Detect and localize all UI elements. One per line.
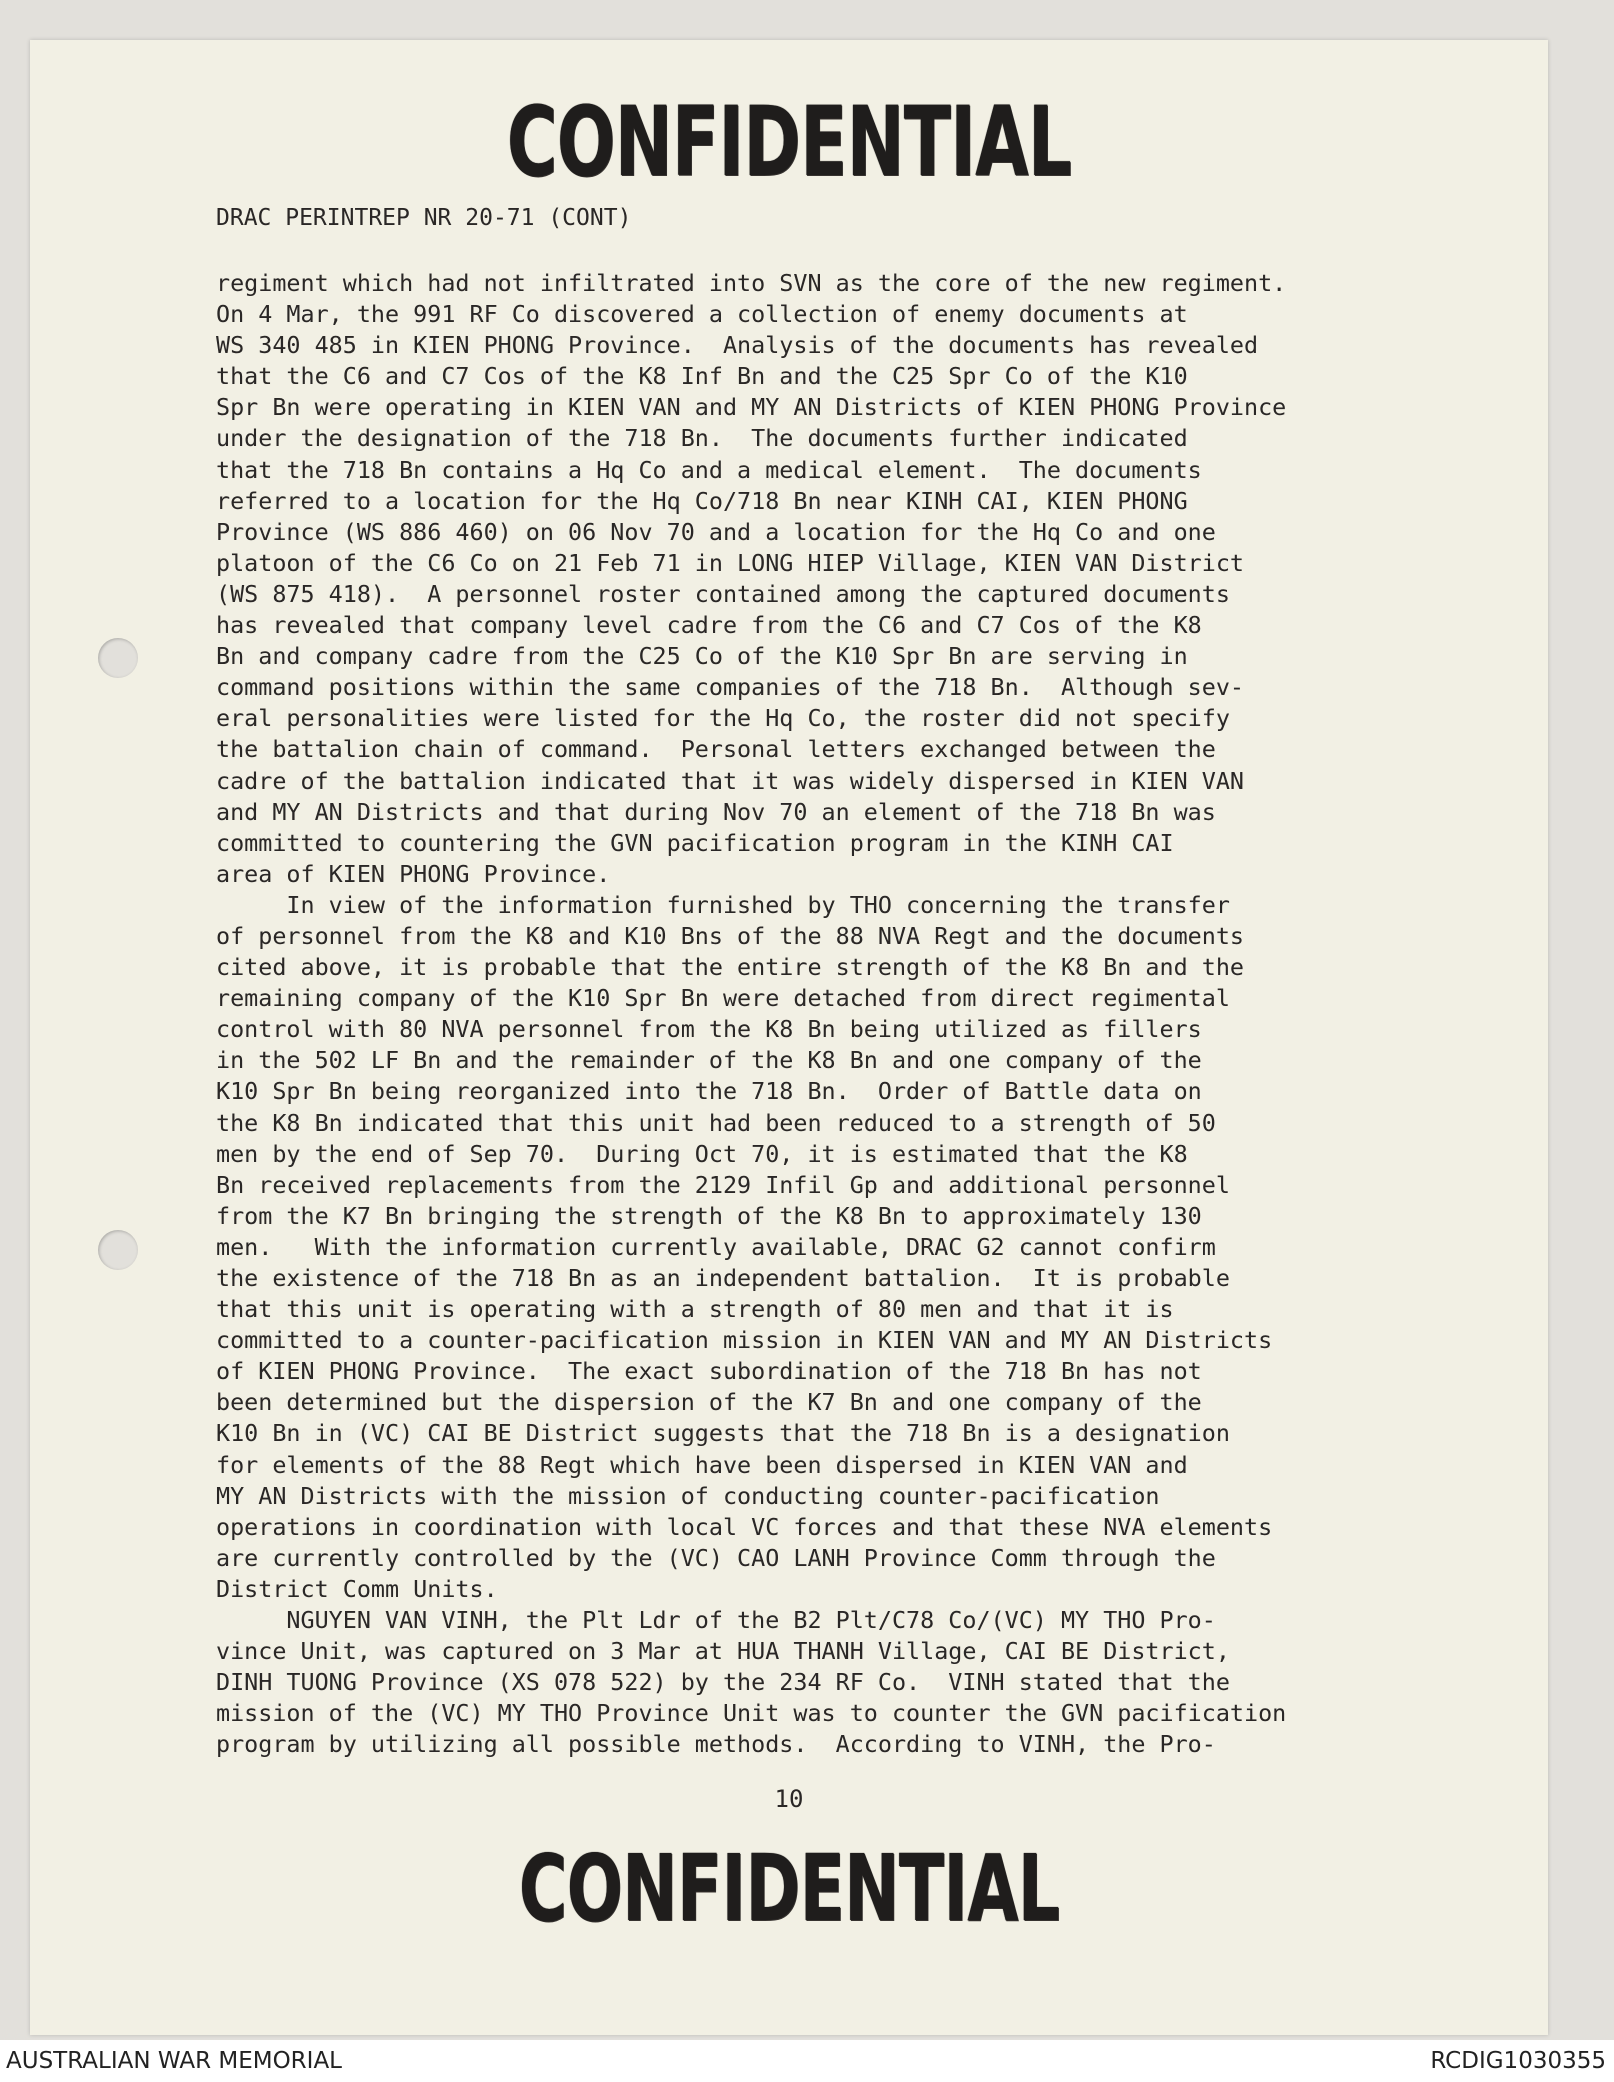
- text-line: K10 Spr Bn being reorganized into the 718 Bn. Order of Battle data on: [216, 1077, 1202, 1106]
- page-number: 10: [774, 1785, 804, 1813]
- text-line: of personnel from the K8 and K10 Bns of the 88 NVA Regt and the documents: [216, 921, 1245, 950]
- text-line: In view of the information furnished by THO concerning the transfer: [216, 890, 1230, 919]
- text-line: regiment which had not infiltrated into SVN as the core of the new regiment.: [216, 269, 1287, 297]
- text-line: that the 718 Bn contains a Hq Co and a medical element. The documents: [216, 455, 1202, 484]
- text-line: in the 502 LF Bn and the remainder of the K8 Bn and one company of the: [216, 1046, 1202, 1075]
- text-line: Bn received replacements from the 2129 Infil Gp and additional personnel: [216, 1170, 1230, 1199]
- confidential-stamp-top: CONFIDENTIAL: [506, 86, 1072, 198]
- text-line: committed to countering the GVN pacification program in the KINH CAI: [216, 828, 1174, 857]
- text-line: command positions within the same companies of the 718 Bn. Although sev-: [216, 673, 1245, 702]
- text-line: referred to a location for the Hq Co/718 Bn near KINH CAI, KIEN PHONG: [216, 486, 1188, 515]
- text-line: has revealed that company level cadre from the C6 and C7 Cos of the K8: [216, 611, 1202, 640]
- text-line: platoon of the C6 Co on 21 Feb 71 in LONG HIEP Village, KIEN VAN District: [216, 548, 1245, 577]
- text-line: for elements of the 88 Regt which have been dispersed in KIEN VAN and: [216, 1450, 1188, 1479]
- text-line: been determined but the dispersion of the K7 Bn and one company of the: [216, 1388, 1202, 1417]
- body-text: [216, 268, 1456, 1761]
- text-line: area of KIEN PHONG Province.: [216, 859, 611, 888]
- text-line: mission of the (VC) MY THO Province Unit was to counter the GVN pacification: [216, 1699, 1287, 1728]
- text-line: vince Unit, was captured on 3 Mar at HUA THANH Village, CAI BE District,: [216, 1637, 1230, 1666]
- text-line: NGUYEN VAN VINH, the Plt Ldr of the B2 Plt/C78 Co/(VC) MY THO Pro-: [216, 1606, 1216, 1635]
- footer-institution: AUSTRALIAN WAR MEMORIAL: [6, 2048, 342, 2074]
- text-line: men by the end of Sep 70. During Oct 70, it is estimated that the K8: [216, 1139, 1188, 1168]
- text-line: MY AN Districts with the mission of conducting counter-pacification: [216, 1481, 1160, 1510]
- text-line: eral personalities were listed for the Hq Co, the roster did not specify: [216, 704, 1230, 733]
- confidential-stamp-bottom: CONFIDENTIAL: [518, 1835, 1060, 1942]
- text-line: cited above, it is probable that the entire strength of the K8 Bn and the: [216, 953, 1245, 982]
- text-line: Bn and company cadre from the C25 Co of the K10 Spr Bn are serving in: [216, 642, 1188, 671]
- text-line: cadre of the battalion indicated that it was widely dispersed in KIEN VAN: [216, 766, 1245, 795]
- text-line: the existence of the 718 Bn as an independent battalion. It is probable: [216, 1264, 1230, 1292]
- text-line: control with 80 NVA personnel from the K8 Bn being utilized as fillers: [216, 1015, 1202, 1044]
- text-line: that the C6 and C7 Cos of the K8 Inf Bn and the C25 Spr Co of the K10: [216, 362, 1188, 391]
- text-line: the battalion chain of command. Personal letters exchanged between the: [216, 735, 1216, 764]
- text-line: are currently controlled by the (VC) CAO LANH Province Comm through the: [216, 1543, 1216, 1572]
- text-line: On 4 Mar, the 991 RF Co discovered a collection of enemy documents at: [216, 300, 1188, 329]
- text-line: program by utilizing all possible methods. According to VINH, the Pro-: [216, 1730, 1216, 1759]
- text-line: WS 340 485 in KIEN PHONG Province. Analysis of the documents has revealed: [216, 331, 1259, 360]
- text-line: and MY AN Districts and that during Nov 70 an element of the 718 Bn was: [216, 797, 1216, 826]
- text-line: operations in coordination with local VC forces and that these NVA elements: [216, 1512, 1273, 1541]
- text-line: Province (WS 886 460) on 06 Nov 70 and a location for the Hq Co and one: [216, 517, 1216, 546]
- text-line: Spr Bn were operating in KIEN VAN and MY AN Districts of KIEN PHONG Province: [216, 393, 1287, 422]
- text-line: under the designation of the 718 Bn. The documents further indicated: [216, 424, 1188, 453]
- text-line: that this unit is operating with a strength of 80 men and that it is: [216, 1295, 1174, 1324]
- text-line: remaining company of the K10 Spr Bn were detached from direct regimental: [216, 984, 1230, 1013]
- text-line: of KIEN PHONG Province. The exact subordination of the 718 Bn has not: [216, 1357, 1202, 1386]
- archive-footer: [0, 2040, 1614, 2082]
- text-line: K10 Bn in (VC) CAI BE District suggests that the 718 Bn is a designation: [216, 1419, 1230, 1448]
- text-line: District Comm Units.: [216, 1574, 498, 1603]
- punch-hole: [98, 1230, 138, 1270]
- text-line: DINH TUONG Province (XS 078 522) by the 234 RF Co. VINH stated that the: [216, 1668, 1230, 1697]
- text-line: from the K7 Bn bringing the strength of the K8 Bn to approximately 130: [216, 1201, 1202, 1230]
- footer-record-id: RCDIG1030355: [1430, 2048, 1606, 2074]
- text-line: (WS 875 418). A personnel roster contained among the captured documents: [216, 579, 1230, 608]
- text-line: men. With the information currently available, DRAC G2 cannot confirm: [216, 1232, 1216, 1261]
- text-line: committed to a counter-pacification mission in KIEN VAN and MY AN Districts: [216, 1326, 1273, 1355]
- punch-hole: [98, 638, 138, 678]
- text-line: the K8 Bn indicated that this unit had been reduced to a strength of 50: [216, 1108, 1216, 1137]
- document-header: DRAC PERINTREP NR 20-71 (CONT): [216, 205, 632, 231]
- document-page: [30, 40, 1548, 2035]
